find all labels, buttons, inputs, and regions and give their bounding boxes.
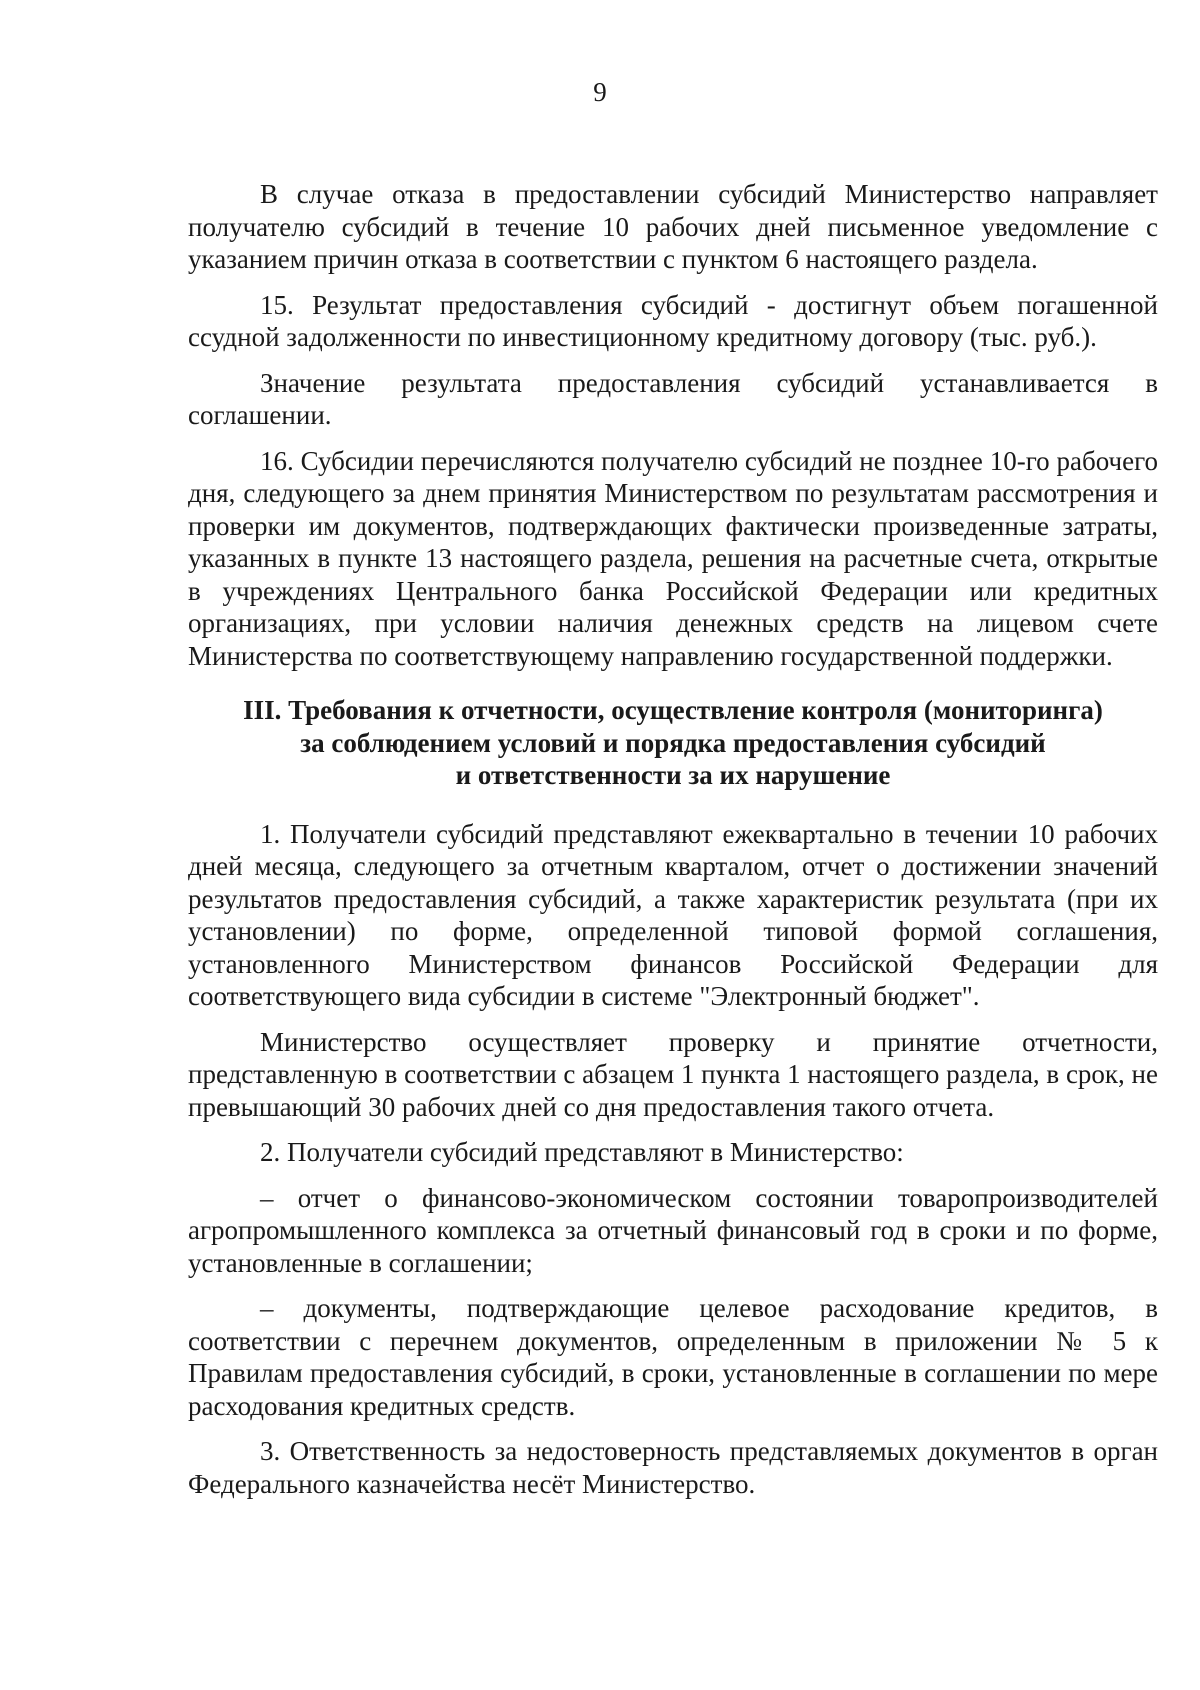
list-item-financial-report: – отчет о финансово-экономическом состоянии товаропроизводителей агропромышленного комплекса за отчетный финансовый год в сроки и по форме, установленные в соглашении; (188, 1182, 1158, 1278)
section-heading-line-1: III. Требования к отчетности, осуществление контроля (мониторинга) (243, 695, 1103, 725)
paragraph-1-reporting: 1. Получатели субсидий представляют ежеквартально в течении 10 рабочих дней месяца, следующего за отчетным кварталом, отчет о достижении значений результатов предоставления субсидий, а также характеристик результата (при их установлении) по форме, определенной типовой формой соглашения, установленного Министерством финансов Российской Федерации для соответствующего вида субсидии в системе "Электронный бюджет". (188, 818, 1158, 1011)
section-heading-line-2: за соблюдением условий и порядка предоставления субсидий (300, 727, 1046, 758)
paragraph-2-submission: 2. Получатели субсидий представляют в Министерство: (260, 1137, 904, 1167)
list-item-credit-documents: – документы, подтверждающие целевое расходование кредитов, в соответствии с перечнем документов, определенным в приложении № 5 к Правилам предоставления субсидий, в сроки, установленные в соглашении по мере расходования кредитных средств. (188, 1293, 1158, 1421)
page-number: 9 (593, 77, 607, 107)
paragraph-refusal-notice: В случае отказа в предоставлении субсидий Министерство направляет получателю субсидий в течение 10 рабочих дней письменное уведомление с указанием причин отказа в соответствии с пунктом 6 настоящего раздела. (188, 179, 1158, 274)
paragraph-result-value: Значение результата предоставления субсидий устанавливается в соглашении. (188, 367, 1158, 430)
paragraph-15-result: 15. Результат предоставления субсидий - достигнут объем погашенной ссудной задолженности по инвестиционному кредитному договору (тыс. руб.). (188, 289, 1158, 352)
paragraph-ministry-check: Министерство осуществляет проверку и принятие отчетности, представленную в соответствии с абзацем 1 пункта 1 настоящего раздела, в срок, не превышающий 30 рабочих дней со дня предоставления такого отчета. (188, 1026, 1158, 1122)
section-heading-iii (188, 694, 1158, 792)
paragraph-3-responsibility: 3. Ответственность за недостоверность представляемых документов в орган Федерального казначейства несёт Министерство. (188, 1436, 1158, 1499)
section-heading-line-3: и ответственности за их нарушение (455, 760, 891, 790)
document-body (188, 178, 1158, 1513)
paragraph-16-transfer: 16. Субсидии перечисляются получателю субсидий не позднее 10-го рабочего дня, следующего за днем принятия Министерством по результатам рассмотрения и проверки им документов, подтверждающих фактически произведенные затраты, указанных в пункте 13 настоящего раздела, решения на расчетные счета, открытые в учреждениях Центрального банка Российской Федерации или кредитных организациях, при условии наличия денежных средств на лицевом счете Министерства по соответствующему направлению государственной поддержки. (188, 445, 1158, 671)
